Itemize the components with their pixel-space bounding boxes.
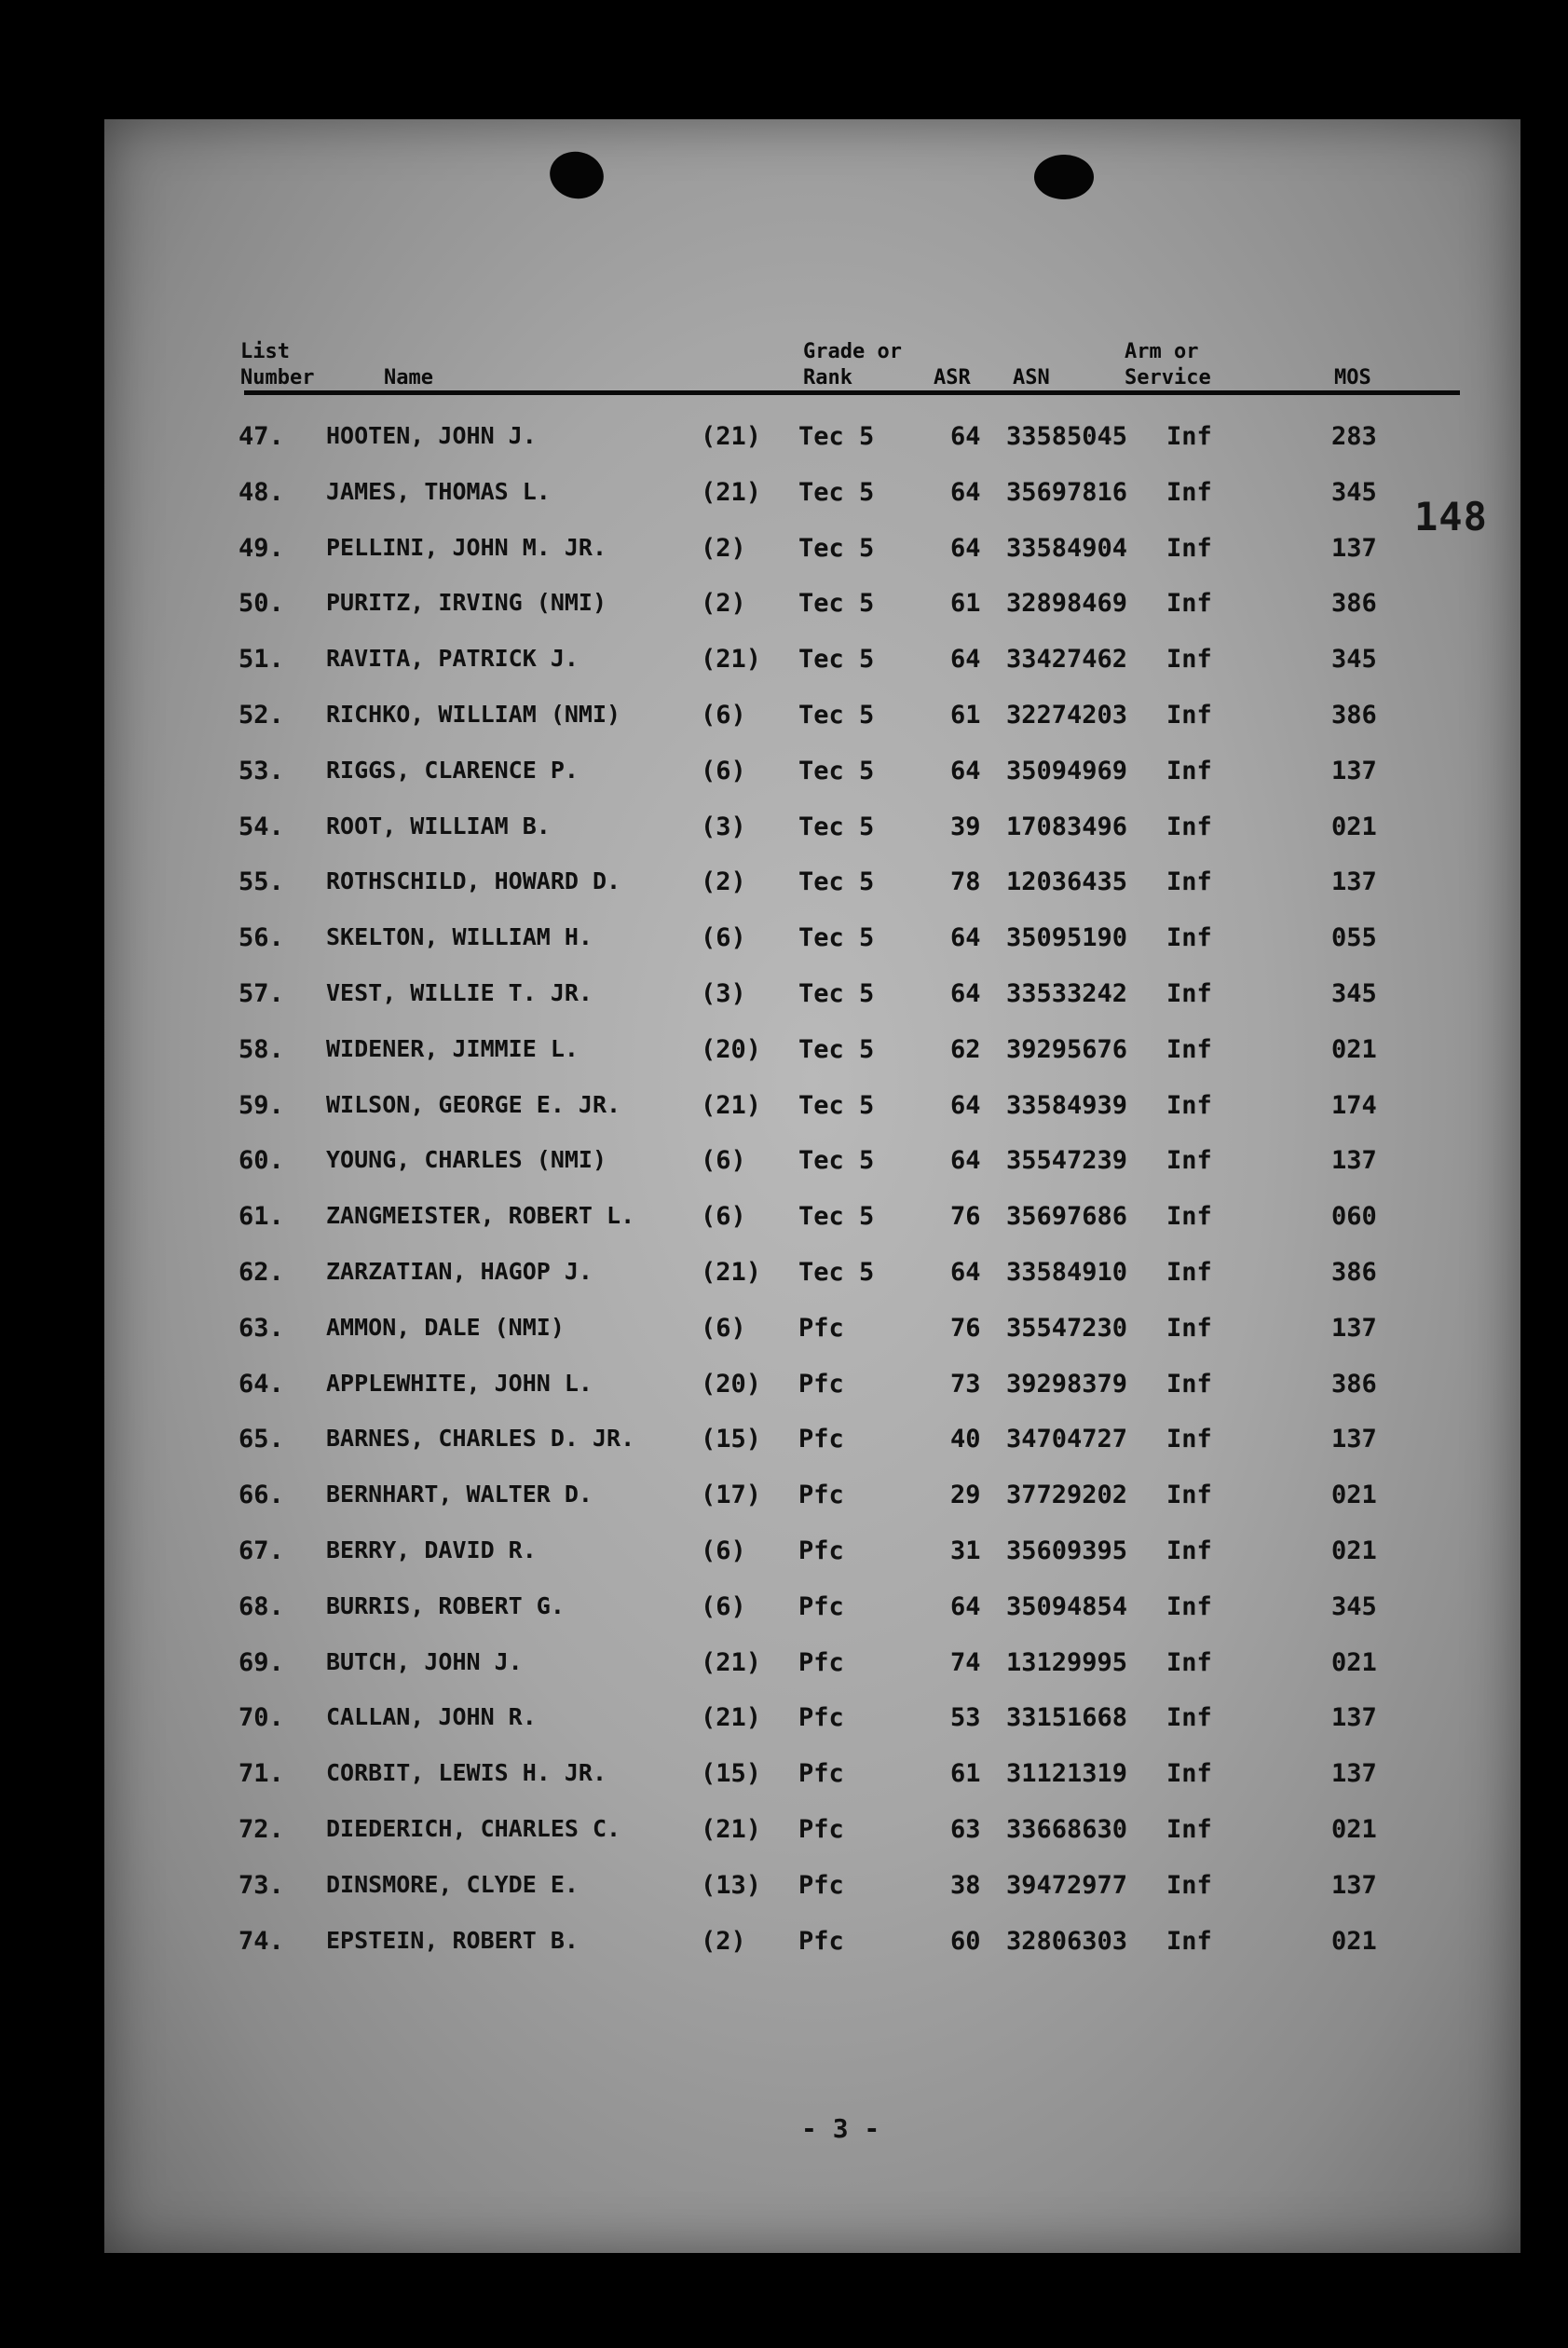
cell-group: (21) [701, 1647, 762, 1677]
cell-arm-or-service: Inf [1166, 1647, 1212, 1677]
cell-grade: Tec 5 [798, 1202, 875, 1232]
cell-asr: 64 [950, 979, 981, 1008]
cell-asr: 64 [950, 477, 981, 507]
cell-list-number: 47. [239, 422, 284, 451]
table-row [104, 1370, 1520, 1407]
cell-asn: 34704727 [1006, 1425, 1128, 1454]
cell-asr: 60 [950, 1926, 981, 1956]
cell-group: (21) [701, 1258, 762, 1287]
cell-asr: 64 [950, 533, 981, 563]
cell-name: RAVITA, PATRICK J. [326, 645, 579, 673]
cell-arm-or-service: Inf [1166, 1202, 1212, 1232]
page-number: - 3 - [801, 2113, 880, 2144]
cell-grade: Pfc [798, 1870, 844, 1900]
cell-grade: Tec 5 [798, 1034, 875, 1064]
cell-list-number: 63. [239, 1313, 284, 1343]
cell-list-number: 53. [239, 756, 284, 785]
cell-group: (2) [701, 1926, 746, 1956]
cell-mos: 137 [1331, 533, 1377, 563]
cell-arm-or-service: Inf [1166, 1536, 1212, 1565]
cell-mos: 021 [1331, 1536, 1377, 1565]
cell-name: AMMON, DALE (NMI) [326, 1313, 565, 1341]
cell-grade: Tec 5 [798, 1146, 875, 1176]
cell-asr: 39 [950, 812, 981, 841]
cell-name: PURITZ, IRVING (NMI) [326, 589, 607, 617]
cell-grade: Tec 5 [798, 923, 875, 953]
cell-name: ROTHSCHILD, HOWARD D. [326, 867, 621, 895]
cell-group: (3) [701, 979, 746, 1008]
cell-asr: 53 [950, 1703, 981, 1733]
cell-group: (17) [701, 1481, 762, 1510]
table-row [104, 1035, 1520, 1072]
cell-name: BERRY, DAVID R. [326, 1536, 537, 1563]
cell-arm-or-service: Inf [1166, 1481, 1212, 1510]
table-row [104, 645, 1520, 682]
cell-name: ROOT, WILLIAM B. [326, 812, 551, 840]
cell-grade: Tec 5 [798, 867, 875, 897]
folio-stamp: 148 [1414, 494, 1488, 539]
table-row [104, 757, 1520, 794]
cell-name: SKELTON, WILLIAM H. [326, 923, 593, 951]
cell-asn: 33533242 [1006, 979, 1128, 1008]
table-row [104, 1146, 1520, 1183]
punch-hole-right [1034, 155, 1094, 199]
cell-grade: Tec 5 [798, 1090, 875, 1120]
cell-arm-or-service: Inf [1166, 1815, 1212, 1844]
cell-group: (6) [701, 1146, 746, 1176]
cell-name: BUTCH, JOHN J. [326, 1647, 523, 1675]
cell-group: (6) [701, 701, 746, 730]
table-row [104, 589, 1520, 626]
cell-arm-or-service: Inf [1166, 1703, 1212, 1733]
header-mos: MOS [1334, 366, 1371, 389]
cell-mos: 060 [1331, 1202, 1377, 1232]
cell-mos: 021 [1331, 812, 1377, 841]
cell-name: DIEDERICH, CHARLES C. [326, 1815, 621, 1842]
table-row [104, 1425, 1520, 1462]
cell-list-number: 54. [239, 812, 284, 841]
cell-name: CORBIT, LEWIS H. JR. [326, 1759, 607, 1787]
table-row [104, 1481, 1520, 1518]
cell-group: (2) [701, 589, 746, 619]
cell-asr: 31 [950, 1536, 981, 1565]
cell-asn: 33151668 [1006, 1703, 1128, 1733]
cell-asr: 63 [950, 1815, 981, 1844]
cell-arm-or-service: Inf [1166, 979, 1212, 1008]
table-row [104, 1871, 1520, 1908]
cell-asr: 40 [950, 1425, 981, 1454]
cell-arm-or-service: Inf [1166, 533, 1212, 563]
cell-list-number: 65. [239, 1425, 284, 1454]
cell-mos: 137 [1331, 1313, 1377, 1343]
table-row [104, 422, 1520, 459]
cell-name: HOOTEN, JOHN J. [326, 422, 537, 449]
cell-asr: 64 [950, 1090, 981, 1120]
table-row [104, 1648, 1520, 1686]
cell-grade: Pfc [798, 1591, 844, 1621]
cell-list-number: 52. [239, 701, 284, 730]
cell-grade: Tec 5 [798, 812, 875, 841]
cell-list-number: 71. [239, 1759, 284, 1789]
cell-group: (6) [701, 756, 746, 785]
header-grade-or-rank: Grade or Rank [803, 340, 902, 389]
cell-asn: 13129995 [1006, 1647, 1128, 1677]
cell-arm-or-service: Inf [1166, 645, 1212, 675]
cell-group: (20) [701, 1369, 762, 1399]
cell-asr: 29 [950, 1481, 981, 1510]
cell-name: BARNES, CHARLES D. JR. [326, 1425, 635, 1453]
cell-grade: Pfc [798, 1481, 844, 1510]
table-row [104, 1759, 1520, 1796]
cell-asn: 33585045 [1006, 422, 1128, 451]
table-row [104, 1815, 1520, 1852]
cell-group: (6) [701, 1591, 746, 1621]
cell-arm-or-service: Inf [1166, 1090, 1212, 1120]
cell-group: (2) [701, 867, 746, 897]
cell-asn: 35697686 [1006, 1202, 1128, 1232]
cell-mos: 345 [1331, 645, 1377, 675]
table-row [104, 1927, 1520, 1964]
cell-asn: 39298379 [1006, 1369, 1128, 1399]
cell-group: (6) [701, 1313, 746, 1343]
cell-asn: 33584910 [1006, 1258, 1128, 1287]
cell-grade: Pfc [798, 1313, 844, 1343]
table-row [104, 1091, 1520, 1128]
cell-mos: 283 [1331, 422, 1377, 451]
cell-asr: 78 [950, 867, 981, 897]
cell-grade: Tec 5 [798, 645, 875, 675]
cell-mos: 345 [1331, 477, 1377, 507]
cell-asr: 64 [950, 422, 981, 451]
table-row [104, 979, 1520, 1017]
cell-group: (15) [701, 1425, 762, 1454]
cell-mos: 386 [1331, 701, 1377, 730]
cell-mos: 021 [1331, 1815, 1377, 1844]
cell-asr: 61 [950, 701, 981, 730]
cell-group: (21) [701, 1090, 762, 1120]
cell-arm-or-service: Inf [1166, 422, 1212, 451]
cell-asn: 35697816 [1006, 477, 1128, 507]
header-name: Name [384, 366, 433, 389]
cell-arm-or-service: Inf [1166, 756, 1212, 785]
cell-mos: 174 [1331, 1090, 1377, 1120]
cell-mos: 345 [1331, 1591, 1377, 1621]
table-row [104, 1703, 1520, 1741]
cell-grade: Tec 5 [798, 422, 875, 451]
cell-arm-or-service: Inf [1166, 812, 1212, 841]
cell-group: (13) [701, 1870, 762, 1900]
cell-name: BERNHART, WALTER D. [326, 1481, 593, 1508]
cell-list-number: 72. [239, 1815, 284, 1844]
cell-name: EPSTEIN, ROBERT B. [326, 1926, 579, 1954]
cell-asr: 61 [950, 1759, 981, 1789]
cell-list-number: 49. [239, 533, 284, 563]
cell-mos: 137 [1331, 1703, 1377, 1733]
cell-grade: Pfc [798, 1759, 844, 1789]
cell-mos: 137 [1331, 1870, 1377, 1900]
cell-arm-or-service: Inf [1166, 1870, 1212, 1900]
cell-list-number: 55. [239, 867, 284, 897]
cell-asr: 62 [950, 1034, 981, 1064]
cell-arm-or-service: Inf [1166, 1034, 1212, 1064]
cell-arm-or-service: Inf [1166, 1258, 1212, 1287]
cell-mos: 055 [1331, 923, 1377, 953]
table-row [104, 812, 1520, 850]
cell-asr: 64 [950, 1591, 981, 1621]
cell-list-number: 67. [239, 1536, 284, 1565]
cell-group: (21) [701, 1815, 762, 1844]
cell-asr: 61 [950, 589, 981, 619]
cell-arm-or-service: Inf [1166, 1425, 1212, 1454]
cell-arm-or-service: Inf [1166, 1369, 1212, 1399]
cell-asn: 31121319 [1006, 1759, 1128, 1789]
cell-asn: 33668630 [1006, 1815, 1128, 1844]
cell-name: WIDENER, JIMMIE L. [326, 1034, 579, 1062]
cell-asr: 64 [950, 1258, 981, 1287]
cell-grade: Pfc [798, 1536, 844, 1565]
table-row [104, 923, 1520, 961]
cell-asn: 32898469 [1006, 589, 1128, 619]
cell-arm-or-service: Inf [1166, 923, 1212, 953]
cell-mos: 386 [1331, 1369, 1377, 1399]
cell-grade: Pfc [798, 1926, 844, 1956]
cell-grade: Pfc [798, 1815, 844, 1844]
cell-group: (2) [701, 533, 746, 563]
cell-list-number: 60. [239, 1146, 284, 1176]
cell-name: DINSMORE, CLYDE E. [326, 1870, 579, 1898]
cell-list-number: 58. [239, 1034, 284, 1064]
cell-list-number: 68. [239, 1591, 284, 1621]
cell-mos: 345 [1331, 979, 1377, 1008]
cell-grade: Tec 5 [798, 1258, 875, 1287]
cell-asn: 35095190 [1006, 923, 1128, 953]
cell-list-number: 57. [239, 979, 284, 1008]
cell-asn: 39295676 [1006, 1034, 1128, 1064]
table-row [104, 1258, 1520, 1295]
cell-group: (3) [701, 812, 746, 841]
cell-asn: 33584904 [1006, 533, 1128, 563]
cell-name: VEST, WILLIE T. JR. [326, 979, 593, 1006]
cell-group: (21) [701, 422, 762, 451]
cell-arm-or-service: Inf [1166, 1591, 1212, 1621]
cell-asn: 35547230 [1006, 1313, 1128, 1343]
cell-grade: Tec 5 [798, 701, 875, 730]
cell-asn: 32274203 [1006, 701, 1128, 730]
table-row [104, 1314, 1520, 1351]
table-row [104, 1592, 1520, 1630]
cell-list-number: 62. [239, 1258, 284, 1287]
cell-mos: 021 [1331, 1481, 1377, 1510]
cell-group: (21) [701, 645, 762, 675]
cell-arm-or-service: Inf [1166, 1146, 1212, 1176]
header-arm-or-service: Arm or Service [1125, 340, 1211, 389]
cell-asn: 33427462 [1006, 645, 1128, 675]
cell-asn: 39472977 [1006, 1870, 1128, 1900]
punch-hole-left [545, 147, 607, 204]
cell-list-number: 61. [239, 1202, 284, 1232]
header-rule [244, 390, 1460, 395]
cell-asn: 33584939 [1006, 1090, 1128, 1120]
cell-arm-or-service: Inf [1166, 589, 1212, 619]
cell-asr: 64 [950, 923, 981, 953]
cell-asn: 35547239 [1006, 1146, 1128, 1176]
cell-list-number: 74. [239, 1926, 284, 1956]
cell-grade: Pfc [798, 1425, 844, 1454]
cell-grade: Pfc [798, 1369, 844, 1399]
cell-asr: 76 [950, 1202, 981, 1232]
cell-name: PELLINI, JOHN M. JR. [326, 533, 607, 561]
cell-mos: 137 [1331, 1759, 1377, 1789]
cell-arm-or-service: Inf [1166, 701, 1212, 730]
cell-asn: 35094969 [1006, 756, 1128, 785]
cell-grade: Tec 5 [798, 756, 875, 785]
table-row [104, 701, 1520, 738]
cell-name: WILSON, GEORGE E. JR. [326, 1090, 621, 1118]
cell-list-number: 50. [239, 589, 284, 619]
cell-mos: 137 [1331, 1146, 1377, 1176]
cell-mos: 137 [1331, 1425, 1377, 1454]
header-asr: ASR [934, 366, 971, 389]
table-row [104, 1536, 1520, 1574]
cell-list-number: 64. [239, 1369, 284, 1399]
cell-asr: 74 [950, 1647, 981, 1677]
cell-list-number: 56. [239, 923, 284, 953]
cell-grade: Pfc [798, 1703, 844, 1733]
cell-list-number: 69. [239, 1647, 284, 1677]
cell-list-number: 48. [239, 477, 284, 507]
cell-name: RIGGS, CLARENCE P. [326, 756, 579, 784]
cell-asn: 12036435 [1006, 867, 1128, 897]
cell-asr: 76 [950, 1313, 981, 1343]
cell-list-number: 73. [239, 1870, 284, 1900]
header-list-number: List Number [240, 340, 315, 389]
cell-list-number: 59. [239, 1090, 284, 1120]
cell-mos: 386 [1331, 589, 1377, 619]
cell-arm-or-service: Inf [1166, 1926, 1212, 1956]
cell-mos: 021 [1331, 1926, 1377, 1956]
cell-arm-or-service: Inf [1166, 1313, 1212, 1343]
cell-list-number: 70. [239, 1703, 284, 1733]
cell-name: RICHKO, WILLIAM (NMI) [326, 701, 621, 728]
cell-group: (20) [701, 1034, 762, 1064]
cell-list-number: 66. [239, 1481, 284, 1510]
cell-group: (6) [701, 923, 746, 953]
cell-name: BURRIS, ROBERT G. [326, 1591, 565, 1619]
cell-name: JAMES, THOMAS L. [326, 477, 551, 505]
cell-name: APPLEWHITE, JOHN L. [326, 1369, 593, 1397]
cell-asn: 32806303 [1006, 1926, 1128, 1956]
cell-asr: 38 [950, 1870, 981, 1900]
table-row [104, 478, 1520, 515]
table-row [104, 867, 1520, 905]
cell-group: (15) [701, 1759, 762, 1789]
cell-list-number: 51. [239, 645, 284, 675]
cell-mos: 021 [1331, 1647, 1377, 1677]
cell-grade: Tec 5 [798, 979, 875, 1008]
cell-asn: 37729202 [1006, 1481, 1128, 1510]
cell-group: (21) [701, 1703, 762, 1733]
cell-asr: 64 [950, 1146, 981, 1176]
cell-arm-or-service: Inf [1166, 867, 1212, 897]
document-sheet [104, 119, 1520, 2253]
table-row [104, 534, 1520, 571]
cell-name: ZARZATIAN, HAGOP J. [326, 1258, 593, 1285]
cell-grade: Pfc [798, 1647, 844, 1677]
cell-mos: 137 [1331, 867, 1377, 897]
cell-grade: Tec 5 [798, 589, 875, 619]
cell-name: CALLAN, JOHN R. [326, 1703, 537, 1731]
cell-group: (6) [701, 1536, 746, 1565]
cell-grade: Tec 5 [798, 533, 875, 563]
cell-asn: 17083496 [1006, 812, 1128, 841]
cell-mos: 386 [1331, 1258, 1377, 1287]
cell-asr: 73 [950, 1369, 981, 1399]
cell-asn: 35609395 [1006, 1536, 1128, 1565]
cell-asn: 35094854 [1006, 1591, 1128, 1621]
cell-grade: Tec 5 [798, 477, 875, 507]
cell-arm-or-service: Inf [1166, 477, 1212, 507]
header-asn: ASN [1013, 366, 1050, 389]
cell-mos: 021 [1331, 1034, 1377, 1064]
cell-arm-or-service: Inf [1166, 1759, 1212, 1789]
cell-mos: 137 [1331, 756, 1377, 785]
cell-name: ZANGMEISTER, ROBERT L. [326, 1202, 635, 1230]
cell-name: YOUNG, CHARLES (NMI) [326, 1146, 607, 1174]
cell-asr: 64 [950, 645, 981, 675]
cell-asr: 64 [950, 756, 981, 785]
cell-group: (6) [701, 1202, 746, 1232]
cell-group: (21) [701, 477, 762, 507]
table-row [104, 1202, 1520, 1239]
